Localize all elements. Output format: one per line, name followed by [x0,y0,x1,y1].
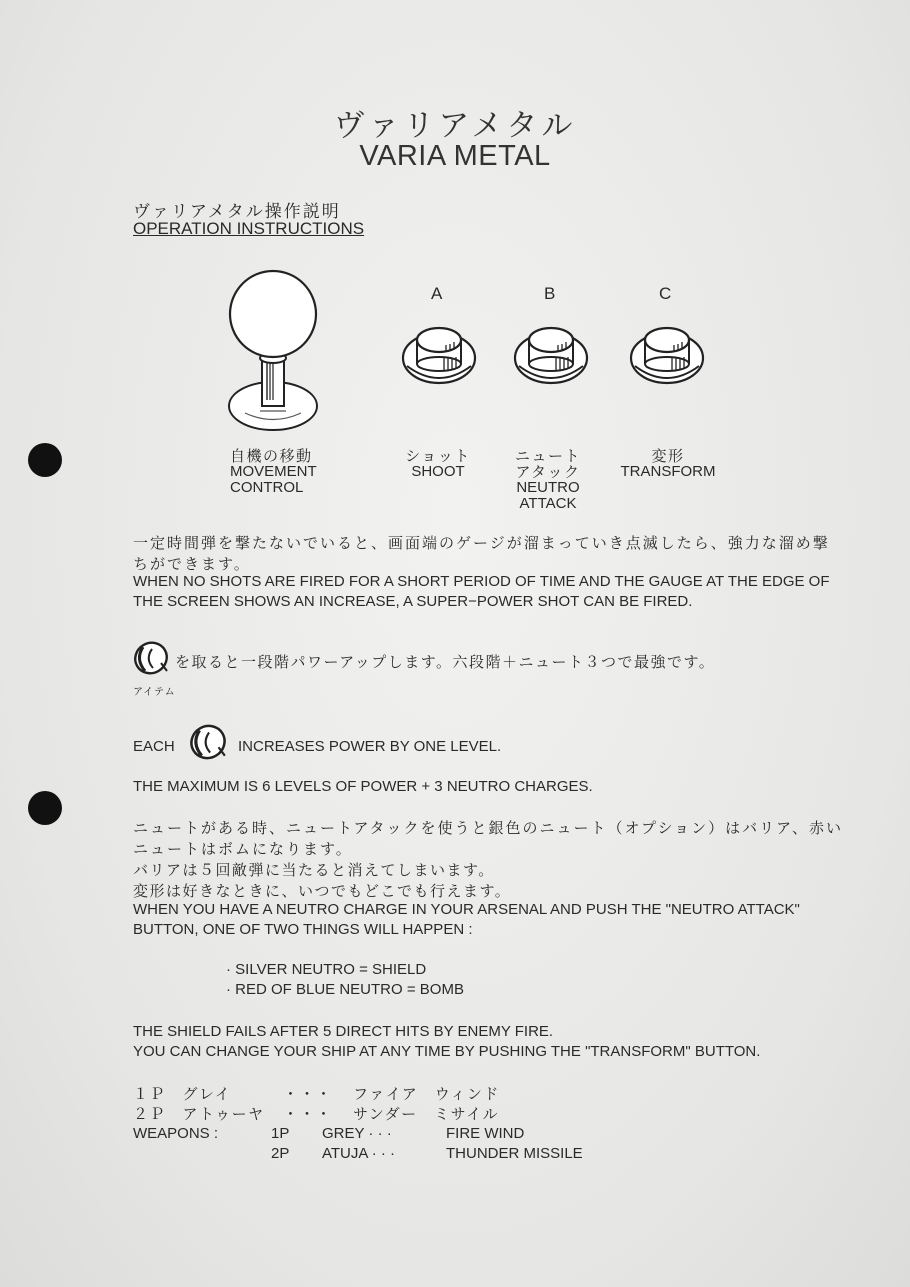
weapons-2p: 2P [271,1145,290,1162]
button-a-label [388,448,488,480]
button-b-label-en: NEUTRO ATTACK [516,479,580,512]
button-c-letter: C [659,284,672,303]
gauge-text-en: WHEN NO SHOTS ARE FIRED FOR A SHORT PERIOD OF TIME AND THE GAUGE AT THE EDGE OF THE SCREEN SHOWS AN INCREASE, A SUPER−POWER SHOT CAN BE FIRED. [133,573,830,610]
button-b-label-jp: ニュート アタック [514,447,581,481]
weapons-1p-jp-player: １Ｐ グレイ [133,1085,232,1103]
shield-text: THE SHIELD FAILS AFTER 5 DIRECT HITS BY ENEMY FIRE. [133,1023,554,1040]
binder-hole-bottom [28,791,62,825]
item-icon [131,639,171,677]
item-caption: アイテム [133,687,176,698]
joystick-label-jp: 自機の移動 [230,447,313,465]
weapons-2p-jp-weapons: サンダー ミサイル [353,1105,500,1123]
item-each-text: EACH [133,738,175,755]
button-b-label [498,448,598,512]
weapons-1p-list: FIRE WIND [446,1125,525,1142]
button-b-letter: B [544,284,556,303]
button-a-label-en: SHOOT [411,463,465,480]
button-c-label [618,448,718,480]
item-text-jp: を取ると一段階パワーアップします。六段階＋ニュート３つで最強です。 [175,653,716,671]
button-b-icon [512,318,592,390]
weapons-2p-name: ATUJA · · · [322,1145,396,1162]
button-c-icon [628,318,708,390]
weapons-1p: 1P [271,1125,290,1142]
joystick-label-en: MOVEMENT CONTROL [230,463,317,496]
weapons-1p-jp-weapons: ファイア ウィンド [353,1085,500,1103]
section-heading-japanese: ヴァリアメタル操作説明 [133,202,341,222]
weapons-2p-jp-dots: ・・・ [283,1105,333,1123]
transform-text: YOU CAN CHANGE YOUR SHIP AT ANY TIME BY PUSHING THE "TRANSFORM" BUTTON. [133,1043,761,1060]
weapons-1p-jp-dots: ・・・ [283,1085,333,1103]
neutro-text-jp-2: バリアは５回敵弾に当たると消えてしまいます。 [133,861,495,879]
bullet-silver-neutro: · SILVER NEUTRO = SHIELD [226,961,427,978]
title-english: VARIA METAL [359,140,551,172]
button-c-label-en: TRANSFORM [620,463,716,480]
weapons-1p-name: GREY · · · [322,1125,392,1142]
bullet-red-neutro: · RED OF BLUE NEUTRO = BOMB [226,981,464,998]
title-japanese: ヴァリアメタル [333,108,577,144]
neutro-text-en: WHEN YOU HAVE A NEUTRO CHARGE IN YOUR ARSENAL AND PUSH THE "NEUTRO ATTACK" BUTTON, ONE OF TWO THINGS WILL HAPPEN : [133,901,800,938]
neutro-text-jp-3: 変形は好きなときに、いつでもどこでも行えます。 [133,882,512,900]
button-a-label-jp: ショット [405,447,471,465]
section-heading-english: OPERATION INSTRUCTIONS [133,219,365,238]
item-max-text: THE MAXIMUM IS 6 LEVELS OF POWER + 3 NEUTRO CHARGES. [133,778,593,795]
button-c-label-jp: 変形 [651,447,685,465]
gauge-text-jp: 一定時間弾を撃たないでいると、画面端のゲージが溜まっていき点滅したら、強力な溜め撃ちができます。 [133,534,830,573]
item-icon-inline [186,722,230,762]
weapons-label: WEAPONS : [133,1125,219,1142]
button-a-letter: A [431,284,443,303]
binder-hole-top [28,443,62,477]
item-increase-text: INCREASES POWER BY ONE LEVEL. [238,738,502,755]
joystick-icon [220,268,330,438]
neutro-text-jp-1: ニュートがある時、ニュートアタックを使うと銀色のニュート（オプション）はバリア、赤いニュートはボムになります。 [133,819,843,858]
joystick-label [230,448,317,496]
weapons-2p-list: THUNDER MISSILE [446,1145,583,1162]
weapons-2p-jp-player: ２Ｐ アトゥーヤ [133,1105,265,1123]
button-a-icon [400,318,480,390]
